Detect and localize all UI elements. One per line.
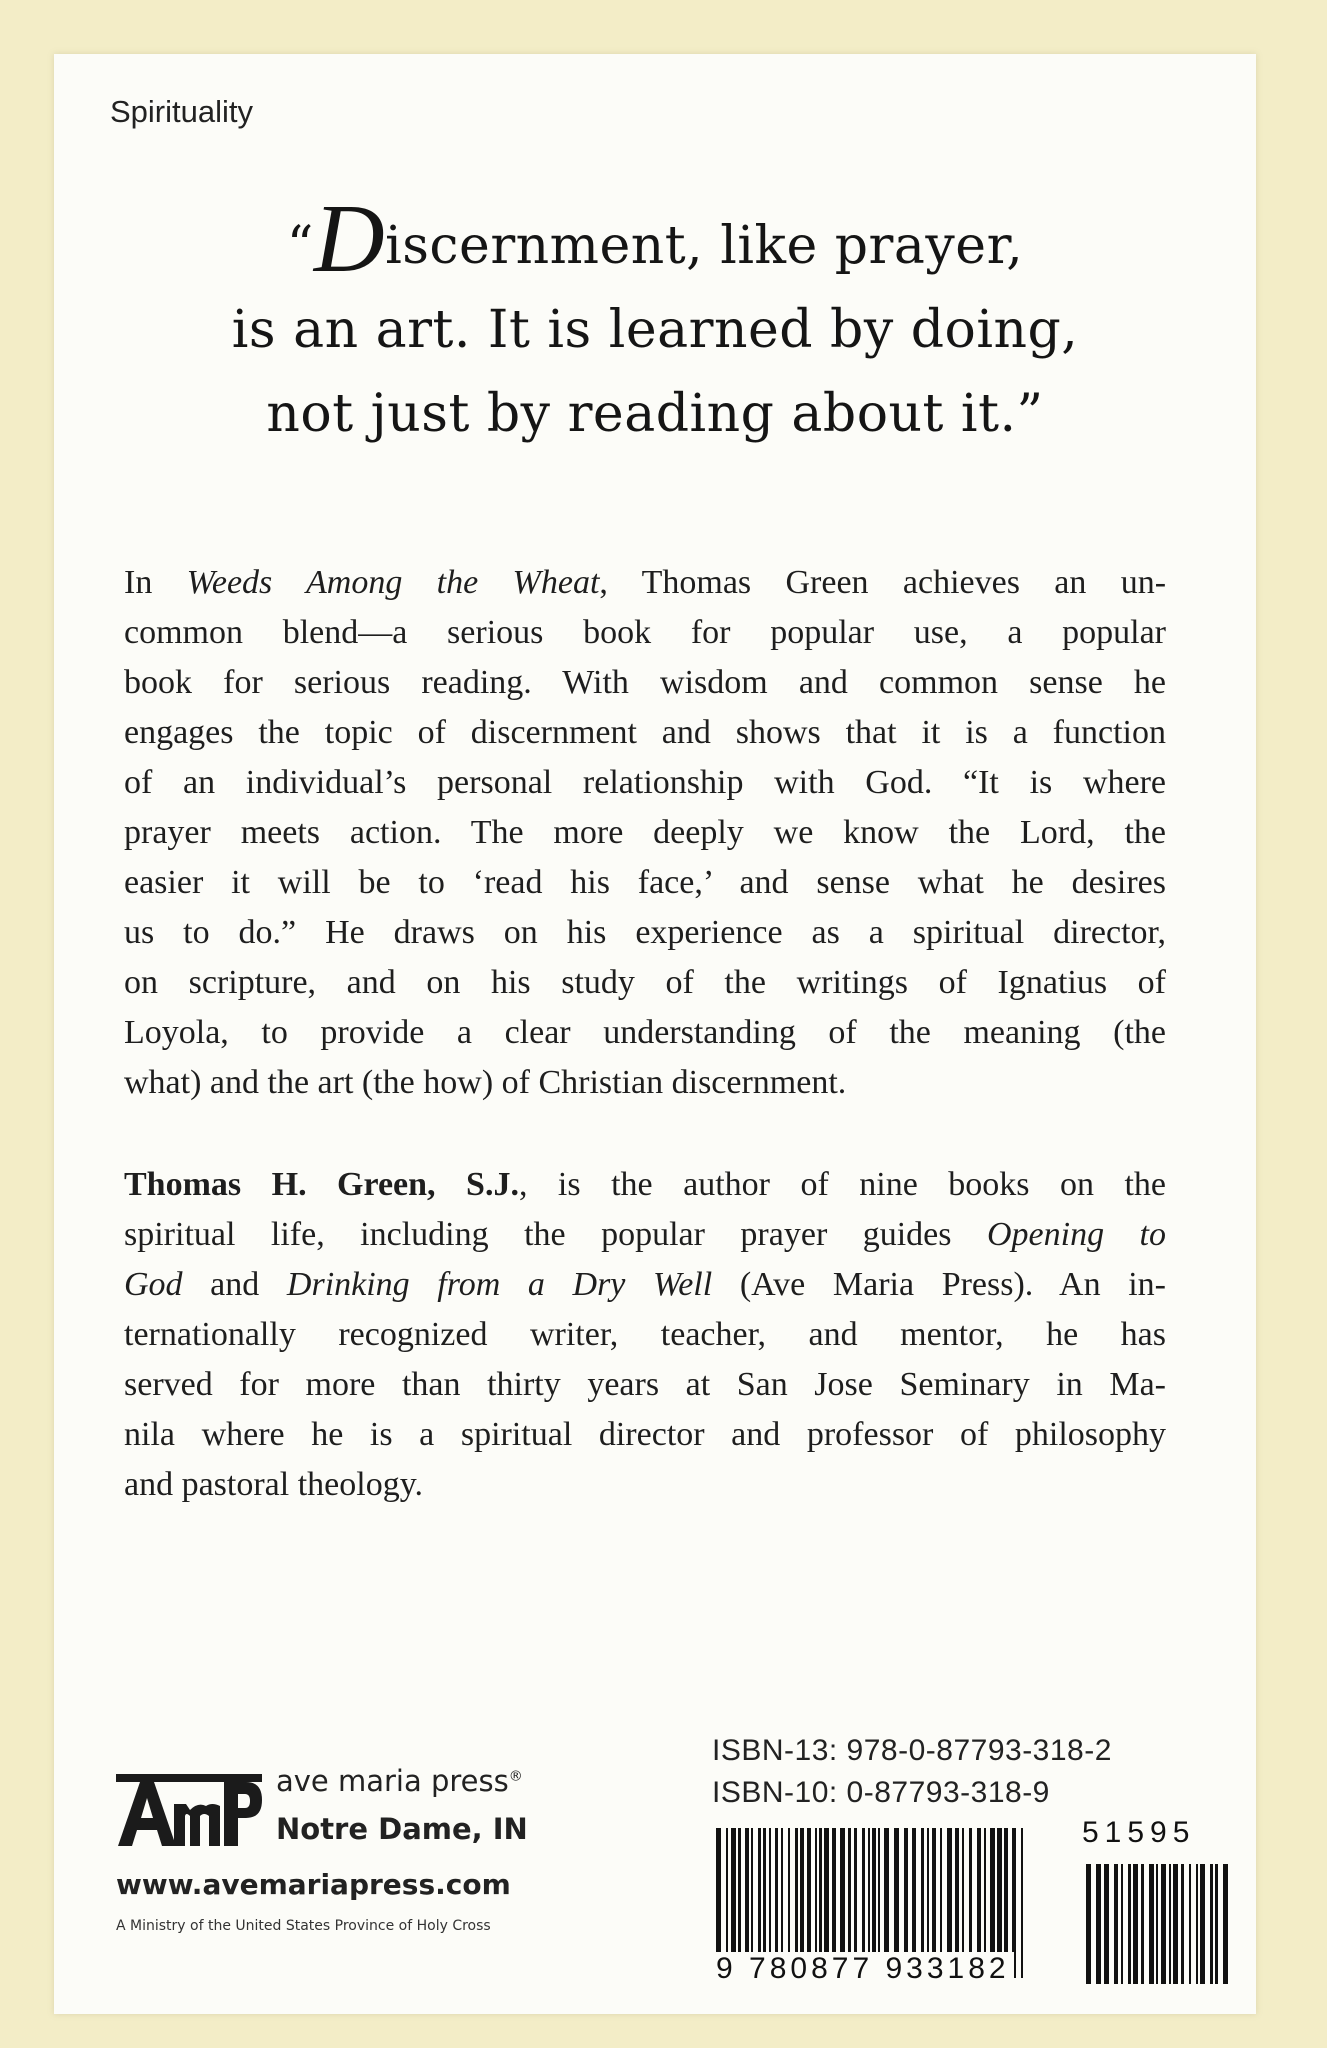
drop-cap: D: [313, 185, 386, 293]
book-title: Drinking from a Dry Well: [286, 1266, 713, 1303]
blurb-line: Loyola, to provide a clear understanding of the meaning (the: [124, 1014, 1166, 1051]
blurb-line: book for serious reading. With wisdom and common sense he: [124, 664, 1166, 701]
barcode-bar: [1181, 1864, 1184, 1984]
blurb-line: engages the topic of discernment and shows that it is a function: [124, 714, 1166, 751]
bio-line: [124, 1260, 1166, 1310]
barcode-bar: [1215, 1864, 1218, 1984]
price-code: 51595: [1082, 1816, 1196, 1849]
barcode-bar: [1104, 1864, 1109, 1984]
bio-line: [124, 1210, 1166, 1260]
barcode-bar: [1096, 1864, 1101, 1984]
blurb-paragraph: [124, 558, 1166, 1108]
pull-quote-line-3: not just by reading about it.”: [266, 384, 1044, 444]
bio-line: served for more than thirty years at San Jose Seminary in Ma-: [124, 1366, 1166, 1403]
pull-quote-line-2: is an art. It is learned by doing,: [231, 300, 1079, 360]
publisher-city: Notre Dame, IN: [276, 1812, 528, 1846]
book-title: Opening to: [986, 1216, 1166, 1253]
barcode-bar: [1196, 1864, 1198, 1984]
barcode-bar: [1223, 1864, 1228, 1984]
barcode-bar: [1133, 1864, 1138, 1984]
barcode-bar: [1169, 1864, 1171, 1984]
blurb-line: us to do.” He draws on his experience as a spiritual director,: [124, 914, 1166, 951]
barcode-bar: [1149, 1864, 1154, 1984]
barcode-bar: [1128, 1864, 1131, 1984]
blurb-line: what) and the art (the how) of Christian discernment.: [124, 1064, 847, 1101]
barcode-bar: [1141, 1864, 1144, 1984]
barcode-bar: [1200, 1864, 1205, 1984]
pull-quote: [54, 185, 1256, 456]
publisher-name-text: ave maria press: [276, 1764, 509, 1798]
bio-line: nila where he is a spiritual director and professor of philosophy: [124, 1416, 1166, 1453]
bio-text: , is the author of nine books on the: [518, 1166, 1166, 1203]
open-quote-mark: “: [286, 216, 314, 276]
barcode-bar: [1021, 1828, 1023, 1978]
publisher-block: [114, 1764, 634, 1964]
blurb-text: , Thomas Green achieves an un-: [599, 564, 1167, 601]
blurb-line: of an individual’s personal relationship with God. “It is where: [124, 764, 1166, 801]
barcode-bar: [1121, 1864, 1123, 1984]
barcode-bar: [1161, 1864, 1166, 1984]
book-title: God: [124, 1266, 183, 1303]
book-title: Weeds Among the Wheat: [186, 564, 600, 601]
isbn-10: ISBN-10: 0-87793-318-9: [712, 1776, 1050, 1809]
blurb-line: [124, 558, 1166, 608]
blurb-line: common blend—a serious book for popular use, a popular: [124, 614, 1166, 651]
barcode-bar: [1086, 1864, 1091, 1984]
author-name: Thomas H. Green, S.J.: [124, 1166, 519, 1203]
blurb-line: prayer meets action. The more deeply we know the Lord, the: [124, 814, 1166, 851]
barcode-bar: [1210, 1864, 1213, 1984]
category-label: Spirituality: [110, 94, 253, 129]
barcode-bar: [1156, 1864, 1158, 1984]
blurb-line: easier it will be to ‘read his face,’ and sense what he desires: [124, 864, 1166, 901]
bio-line: ternationally recognized writer, teacher, and mentor, he has: [124, 1316, 1166, 1353]
bio-line: [124, 1160, 1166, 1210]
bio-text: and: [182, 1266, 287, 1303]
barcode-bar: [1114, 1864, 1118, 1984]
barcode-bar: [1189, 1864, 1191, 1984]
bio-text: (Ave Maria Press). An in-: [712, 1266, 1166, 1303]
publisher-name: [276, 1764, 523, 1798]
publisher-ministry: A Ministry of the United States Province of Holy Cross: [116, 1918, 491, 1934]
bio-line: and pastoral theology.: [124, 1466, 423, 1503]
pull-quote-line-1: [54, 185, 1256, 293]
book-back-cover: [54, 54, 1256, 2014]
publisher-url: www.avemariapress.com: [116, 1868, 511, 1901]
barcode-digits: 9 780877 933182: [716, 1952, 1014, 1986]
pull-quote-line-1-text: iscernment, like prayer,: [385, 216, 1024, 276]
blurb-text: In: [124, 564, 187, 601]
bio-text: spiritual life, including the popular prayer guides: [124, 1216, 987, 1253]
isbn-block: [712, 1734, 1252, 1994]
author-bio: [124, 1160, 1166, 1510]
isbn-13: ISBN-13: 978-0-87793-318-2: [712, 1734, 1112, 1767]
barcode-bar: [1173, 1864, 1178, 1984]
blurb-line: on scripture, and on his study of the writings of Ignatius of: [124, 964, 1166, 1001]
publisher-logo: [114, 1768, 264, 1850]
registered-mark: ®: [508, 1768, 523, 1785]
